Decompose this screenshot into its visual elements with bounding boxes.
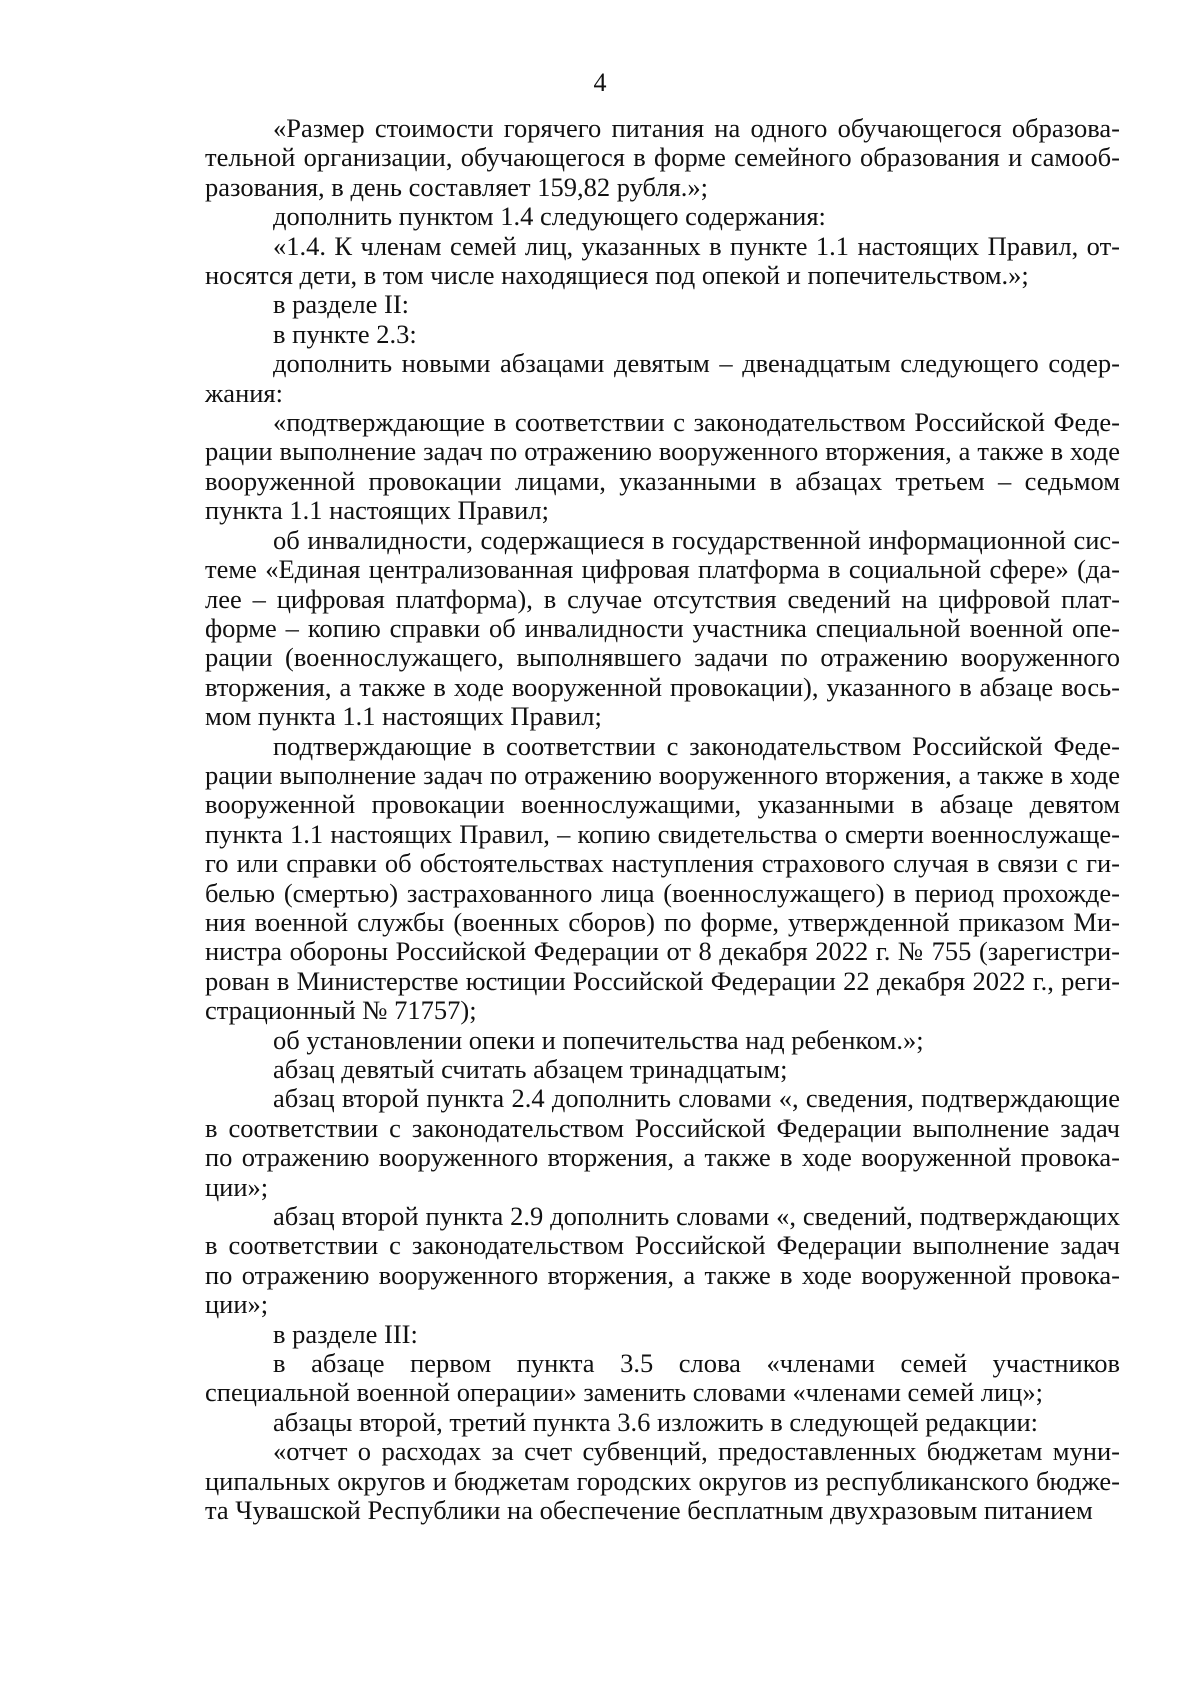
document-body [205, 114, 1120, 1526]
page-number: 4 [593, 68, 607, 97]
paragraph: в разделе II: [273, 289, 410, 320]
paragraph: абзац девятый считать абзацем тринадцатым; [273, 1054, 788, 1084]
paragraph: «Размер стоимости горячего питания на одного обучающегося образовательной организации, обучающегося в форме семейного образования и самообразования, в день составляет 159,82 рубля.»; [205, 113, 1120, 202]
paragraph: в пункте 2.3: [273, 318, 417, 349]
paragraph: подтверждающие в соответствии с законодательством Российской Федерации выполнение задач по отражению вооруженного вторжения, а также в ходе вооруженной провокации военнослужащими, указанными в абзаце девятом пункта 1.1 настоящих Правил, – копию свидетельства о смерти военнослужащего или справки об обстоятельствах наступления страхового случая в связи с гибелью (смертью) застрахованного лица (военнослужащего) в период прохождения военной службы (военных сборов) по форме, утвержденной приказом Министра обороны Российской Федерации от 8 декабря 2022 г. № 755 (зарегистрирован в Министерстве юстиции Российской Федерации 22 декабря 2022 г., регистрационный № 71757); [205, 730, 1120, 1026]
paragraph: дополнить пунктом 1.4 следующего содержания: [273, 201, 826, 232]
paragraph: «1.4. К членам семей лиц, указанных в пункте 1.1 настоящих Правил, относятся дети, в том числе находящиеся под опекой и попечительством.»; [205, 230, 1120, 291]
paragraph: «отчет о расходах за счет субвенций, предоставленных бюджетам муниципальных округов и бюджетам городских округов из республиканского бюджета Чувашской Республики на обеспечение бесплатным двухразовым питанием [205, 1436, 1120, 1526]
paragraph: об установлении опеки и попечительства над ребенком.»; [273, 1024, 924, 1055]
paragraph: в абзаце первом пункта 3.5 слова «членами семей участников специальной военной операции» заменить словами «членами семей лиц»; [205, 1348, 1120, 1408]
paragraph: «подтверждающие в соответствии с законодательством Российской Федерации выполнение задач по отражению вооруженного вторжения, а также в ходе вооруженной провокации лицами, указанными в абзацах третьем – седьмом пункта 1.1 настоящих Правил; [205, 407, 1120, 526]
paragraph: абзац второй пункта 2.9 дополнить словами «, сведений, подтверждающих в соответствии с законодательством Российской Федерации выполнение задач по отражению вооруженного вторжения, а также в ходе вооруженной провокации»; [205, 1201, 1120, 1320]
paragraph: об инвалидности, содержащиеся в государственной информационной системе «Единая централизованная цифровая платформа в социальной сфере» (далее – цифровая платформа), в случае отсутствия сведений на цифровой платформе – копию справки об инвалидности участника специальной военной операции (военнослужащего, выполнявшего задачи по отражению вооруженного вторжения, а также в ходе вооруженной провокации), указанного в абзаце восьмом пункта 1.1 настоящих Правил; [205, 524, 1120, 732]
paragraph: абзацы второй, третий пункта 3.6 изложить в следующей редакции: [273, 1406, 1038, 1437]
paragraph: абзац второй пункта 2.4 дополнить словами «, сведения, подтверждающие в соответствии с законодательством Российской Федерации выполнение задач по отражению вооруженного вторжения, а также в ходе вооруженной провокации»; [205, 1083, 1120, 1202]
paragraph: в разделе III: [273, 1318, 418, 1349]
paragraph: дополнить новыми абзацами девятым – двенадцатым следующего содержания: [205, 348, 1120, 408]
